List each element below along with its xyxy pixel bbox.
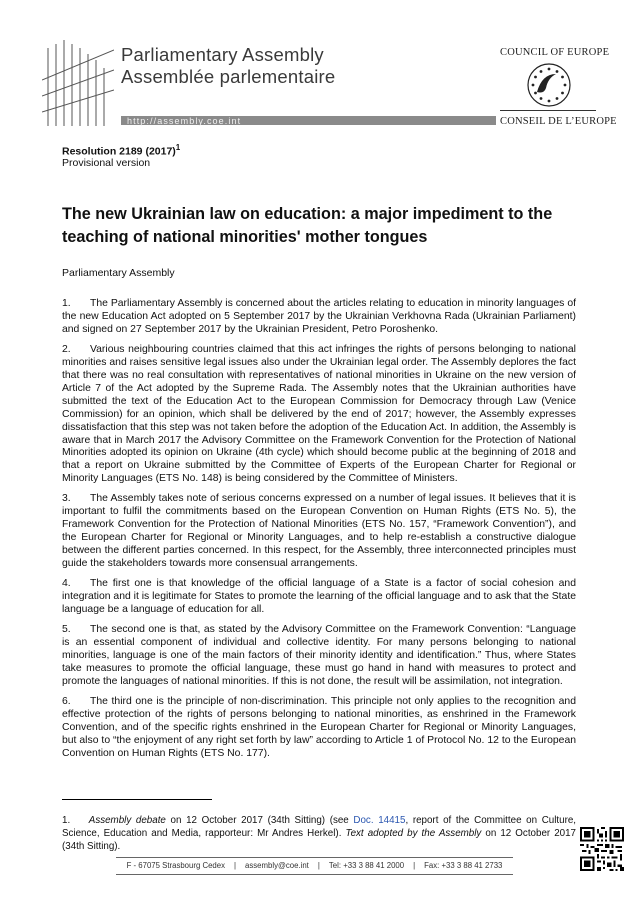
- assembly-url-link[interactable]: http://assembly.coe.int: [127, 115, 242, 126]
- resolution-body: [62, 298, 576, 767]
- document-author: Parliamentary Assembly: [62, 267, 175, 279]
- assembly-title: [121, 44, 335, 88]
- footnote-divider: [62, 799, 212, 800]
- resolution-status: Provisional version: [62, 157, 151, 169]
- paragraph-text: The first one is that knowledge of the official language of a State is a factor of social cohesion and integration and it is legitimate for States to promote the learning of the official language and to ask that the State language be a language of education for all.: [62, 578, 576, 615]
- footnote-debate-text: on 12 October 2017 (34th Sitting) (see: [165, 815, 354, 826]
- coe-divider: [500, 110, 596, 111]
- document-title: The new Ukrainian law on education: a major impediment to the teaching of national minorities' mother tongues: [62, 205, 553, 246]
- coe-name-fr: CONSEIL DE L’EUROPE: [500, 116, 617, 127]
- footnote-marker[interactable]: 1: [175, 143, 181, 152]
- paragraph: [62, 624, 576, 689]
- paragraph-number: 2.: [62, 343, 71, 355]
- paragraph-text: The second one is that, as stated by the Advisory Committee on the Framework Convention: “Language is an essential component of individual and collective identity. For many persons belonging to national minorities, language is one of the main factors of their minority identity and identification.” Thus, where States take measures to promote the official language, these must go hand in hand with measures to protect and promote the languages of national minorities. If this is not done, the result will be assimilation, not integration.: [62, 623, 576, 687]
- pace-logo-icon: [42, 40, 114, 126]
- paragraph: [62, 493, 576, 571]
- paragraph-text: The Parliamentary Assembly is concerned about the articles relating to education in minority languages of the new Education Act adopted on 5 September 2017 by the Ukrainian Verkhovna Rada (Ukrainian Parliament) and signed on 27 September 2017 by the Ukrainian President, Petro Poroshenko.: [62, 298, 576, 335]
- footer-fax: Fax: +33 3 88 41 2733: [424, 861, 503, 870]
- footnote-adopted-text: on 12 October 2017 (34th Sitting).: [62, 828, 576, 852]
- paragraph: [62, 696, 576, 761]
- footnote-adopted-label: Text adopted by the Assembly: [345, 828, 482, 839]
- paragraph-text: The Assembly takes note of serious concerns expressed on a number of legal issues. It believes that it is important to fulfil the commitments based on the European Convention on Human Rights (ETS No. 5), the Framework Convention for the Protection of National Minorities (ETS No. 157, “Framework Convention”), and the European Charter for Regional or Minority Languages, and to help re-establish a constructive dialogue between the different parties concerned. In this respect, for the Assembly, three interconnected principles must guide the stakeholders towards more consensual arrangements.: [62, 493, 576, 570]
- coe-name-en: COUNCIL OF EUROPE: [500, 47, 610, 58]
- paragraph-number: 4.: [62, 578, 71, 590]
- doc-link[interactable]: Doc. 14415: [353, 815, 406, 826]
- paragraph-number: 3.: [62, 493, 71, 505]
- footnote-debate-label: Assembly debate: [88, 815, 166, 826]
- footer-tel: Tel: +33 3 88 41 2000: [328, 861, 405, 870]
- footer-email[interactable]: assembly@coe.int: [245, 861, 309, 870]
- resolution-number: [62, 143, 180, 158]
- footnote-rest-text: , report of the Committee on Culture, Science, Education and Media, rapporteur: Mr Andres Herkel).: [62, 815, 577, 839]
- paragraph-text: Various neighbouring countries claimed that this act infringes the rights of persons belonging to national minorities and raises sensitive legal issues also under the Ukrainian legal order. The Assembly deplores the fact that there was no real consultation with representatives of national minorities in Ukraine on the new version of Article 7 of the Act adopted by the Supreme Rada. The Assembly notes that the Ukrainian authorities have submitted the text of the Education Act to the European Commission for Democracy through Law (Venice Commission) for an opinion, which shall be delivered by the end of 2017; however, the Assembly expresses dissatisfaction that this step was not taken before the adoption of the Education Act. In addition, the Assembly is aware that in March 2017 the Advisory Committee on the Framework Convention for the Protection of National Minorities adopted its opinion on Ukraine (4th cycle) which should become public at the beginning of 2018 and that a report on Ukraine submitted by the Committee of Experts of the European Charter for Regional or Minority Languages (ETS No. 148) is being considered by the Committee of Ministers.: [62, 343, 576, 485]
- qr-code-icon[interactable]: [580, 827, 624, 871]
- assembly-title-fr: Assemblée parlementaire: [121, 66, 336, 87]
- assembly-title-en: Parliamentary Assembly: [121, 44, 324, 65]
- coe-emblem-icon: [526, 62, 572, 108]
- paragraph: [62, 578, 576, 617]
- footnote-number: 1.: [62, 815, 71, 826]
- resolution-number-text: Resolution 2189 (2017): [62, 145, 176, 158]
- paragraph-text: The third one is the principle of non-discrimination. This principle not only applies to the recognition and effective protection of the rights of persons belonging to national minorities, as enshrined in the Framework Convention, and of the specific rights enshrined in the European Charter for Regional or Minority Languages, but also to “the enjoyment of any right set forth by law” according to Article 1 of Protocol No. 12 to the European Convention on Human Rights (ETS No. 177).: [62, 695, 576, 759]
- footer-contact: F - 67075 Strasbourg Cedex | assembly@coe.int | Tel: +33 3 88 41 2000 | Fax: +33 3 88 41 2733: [116, 857, 513, 875]
- footnote: [62, 814, 576, 853]
- paragraph-number: 1.: [62, 298, 71, 309]
- paragraph-number: 5.: [62, 623, 71, 635]
- footer-address: F - 67075 Strasbourg Cedex: [126, 861, 225, 870]
- paragraph-number: 6.: [62, 695, 71, 707]
- paragraph: [62, 344, 576, 486]
- paragraph: [62, 298, 576, 337]
